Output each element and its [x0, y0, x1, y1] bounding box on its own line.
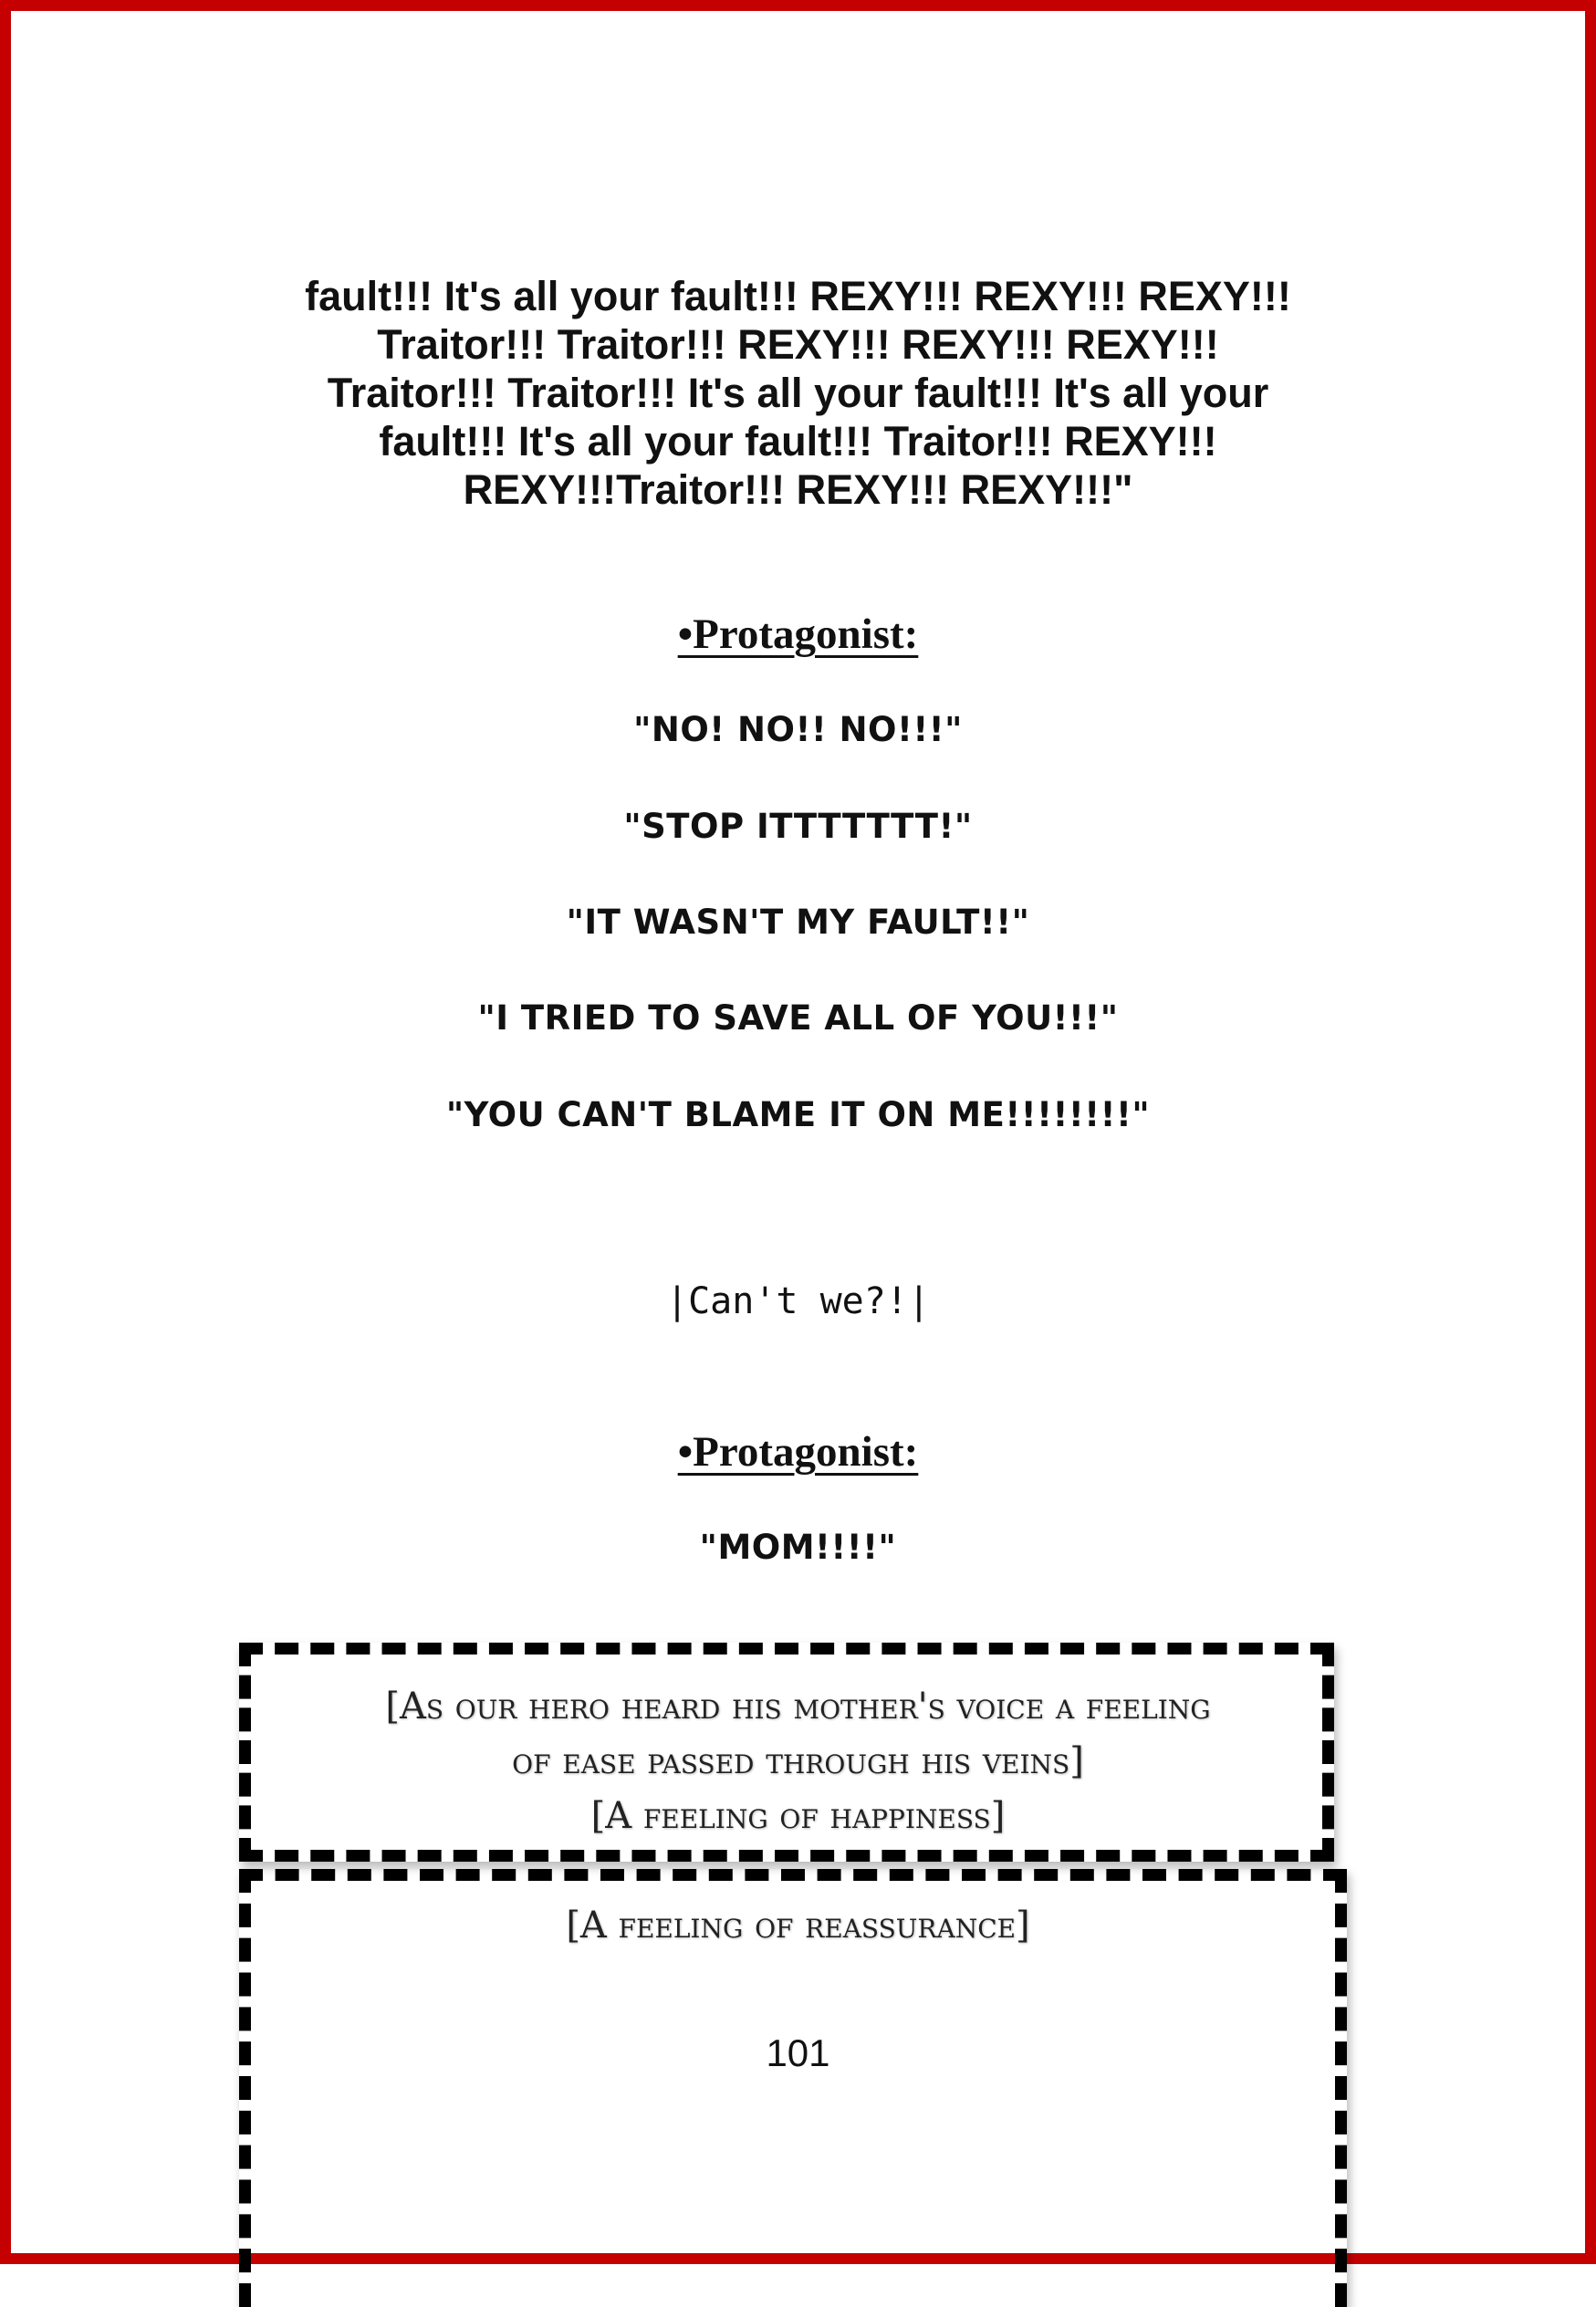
narration-line: [A feeling of happiness] [590, 1795, 1006, 1837]
narration-line: [A feeling of reassurance] [566, 1905, 1030, 1947]
whisper-line: |Can't we?!| [666, 1280, 930, 1322]
speaker-label [0, 1427, 1596, 1477]
speaker-label-text: •Protagonist: [677, 611, 919, 658]
dialogue-line: "IT WASN'T MY FAULT!!" [566, 903, 1030, 942]
narration-line: of ease passed through his veins] [512, 1740, 1084, 1782]
chant-line: fault!!! It's all your fault!!! Traitor!!! REXY!!! [379, 418, 1217, 465]
speaker-label-text: •Protagonist: [677, 1428, 919, 1476]
speaker-label [0, 610, 1596, 659]
page-number: 101 [766, 2031, 830, 2074]
chant-line: fault!!! It's all your fault!!! REXY!!! REXY!!! REXY!!! [305, 273, 1291, 319]
dialogue-line: "MOM!!!!" [699, 1528, 897, 1567]
chant-line: Traitor!!! Traitor!!! It's all your fault!!! It's all your [327, 370, 1269, 416]
chant-paragraph [228, 272, 1368, 514]
dialogue-line: "YOU CAN'T BLAME IT ON ME!!!!!!!!" [445, 1095, 1151, 1134]
narration-line: [As our hero heard his mother's voice a feeling [385, 1686, 1211, 1728]
dialogue-line: "NO! NO!! NO!!!" [633, 710, 963, 749]
dialogue-line: "STOP ITTTTTTT!" [623, 807, 973, 846]
dialogue-line: "I TRIED TO SAVE ALL OF YOU!!!" [477, 998, 1119, 1038]
chant-line: REXY!!!Traitor!!! REXY!!! REXY!!!" [463, 466, 1133, 513]
chant-line: Traitor!!! Traitor!!! REXY!!! REXY!!! REXY!!! [377, 321, 1219, 368]
